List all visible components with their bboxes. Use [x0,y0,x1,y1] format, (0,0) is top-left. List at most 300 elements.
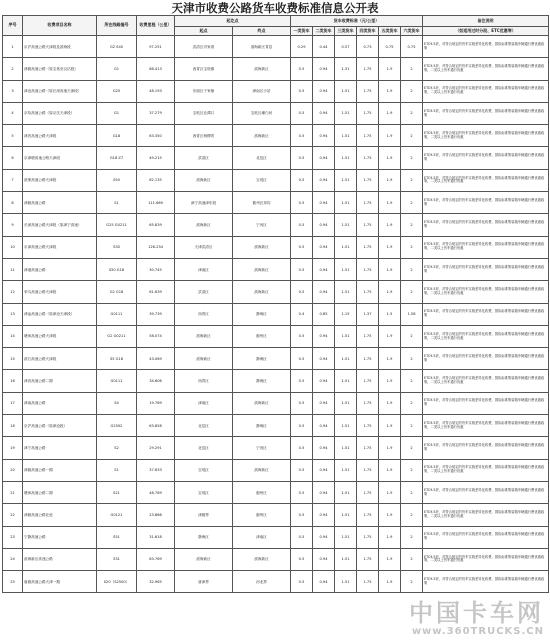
cell-start: 武清区 [175,147,233,169]
cell-seq: 22 [3,504,23,526]
cell-fee-class-6: 2 [401,370,423,392]
cell-fee-class-6: 0.75 [401,36,423,58]
cell-end: 蓟州区 [233,481,291,503]
cell-start: 津宁高速津东段 [175,192,233,214]
watermark-text: 中国卡车网 [409,599,544,627]
header-class-4: 四类货车 [357,27,379,36]
cell-fee-class-3: 1.51 [335,392,357,414]
cell-end: 宝坻区潮白河 [233,102,291,124]
cell-fee-class-1: 0.5 [291,481,313,503]
cell-start: 西青区杨柳青 [175,125,233,147]
table-row [3,526,549,548]
header-class-1: 一类货车 [291,27,313,36]
cell-fee-class-5: 1.9 [379,548,401,570]
cell-end: 静海区 [233,303,291,325]
cell-fee-class-1: 0.5 [291,147,313,169]
header-class-6: 六类货车 [401,27,423,36]
cell-seq: 2 [3,58,23,80]
cell-fee-class-5: 1.9 [379,236,401,258]
cell-mileage: 43.069 [137,348,175,370]
cell-code: S51 [97,526,137,548]
cell-mileage: 23.866 [137,504,175,526]
cell-code: S1 [97,192,137,214]
cell-mileage: 61.639 [137,281,175,303]
cell-fee-class-6: 2 [401,169,423,191]
cell-fee-class-5: 1.9 [379,571,401,593]
cell-fee-class-1: 0.5 [291,125,313,147]
cell-name: 京津高速公路天津段 [23,236,97,258]
cell-end: 滨海新区 [233,459,291,481]
cell-fee-class-2: 0.94 [313,348,335,370]
cell-start: 唐津界 [175,571,233,593]
cell-end: 津南区小站 [233,80,291,102]
cell-fee-class-6: 2 [401,80,423,102]
cell-seq: 14 [3,325,23,347]
cell-code: S4 [97,392,137,414]
cell-fee-class-2: 0.94 [313,214,335,236]
fee-table [2,15,549,593]
cell-start: 滨海新区 [175,214,233,236]
cell-fee-class-2: 0.94 [313,437,335,459]
cell-end: 滨海新区 [233,548,291,570]
cell-fee-class-4: 1.75 [357,370,379,392]
cell-name: 滨石高速公路天津段 [23,348,97,370]
cell-fee-class-4: 1.75 [357,236,379,258]
cell-start: 北辰区 [175,415,233,437]
cell-remark: ETC9.5折，对符合规定的货车实施差异化收费，国际标准集装箱车辆通行费优惠政策 [423,481,549,503]
table-row [3,125,549,147]
cell-start: 津蓟界 [175,504,233,526]
cell-code: S2 [97,437,137,459]
table-row [3,325,549,347]
cell-name: 京沪高速公路天津段及滨海段 [23,36,97,58]
cell-fee-class-3: 1.51 [335,192,357,214]
cell-fee-class-4: 1.75 [357,58,379,80]
cell-fee-class-3: 1.51 [335,415,357,437]
cell-fee-class-1: 0.5 [291,526,313,548]
cell-fee-class-5: 0.75 [379,36,401,58]
cell-remark: ETC9.5折，对符合规定的货车实施差异化收费，国际标准集装箱车辆通行费优惠政策，二类以上货车通行优惠 [423,58,549,80]
cell-fee-class-4: 1.75 [357,258,379,280]
cell-remark: ETC9.5折，对符合规定的货车实施差异化收费，国际标准集装箱车辆通行费优惠政策，二类以上货车通行优惠 [423,281,549,303]
cell-remark: ETC9.5折，对符合规定的货车实施差异化收费，国际标准集装箱车辆通行费优惠政策，二类以上货车通行优惠 [423,80,549,102]
cell-fee-class-2: 0.94 [313,481,335,503]
cell-fee-class-1: 0.5 [291,548,313,570]
cell-code: G25 G0211 [97,214,137,236]
cell-fee-class-3: 1.15 [335,303,357,325]
cell-fee-class-1: 0.5 [291,325,313,347]
cell-fee-class-2: 0.94 [313,504,335,526]
cell-fee-class-3: 1.51 [335,281,357,303]
header-class-3: 三类货车 [335,27,357,36]
cell-fee-class-1: 0.5 [291,348,313,370]
cell-seq: 16 [3,370,23,392]
cell-remark: ETC9.5折，对符合规定的货车实施差异化收费，国际标准集装箱车辆通行费优惠政策，二类以上货车通行优惠 [423,325,549,347]
cell-fee-class-2: 0.44 [313,36,335,58]
cell-fee-class-1: 0.29 [291,36,313,58]
cell-end: 河北界 [233,571,291,593]
cell-fee-class-4: 1.75 [357,459,379,481]
cell-remark: ETC9.5折，对符合规定的货车实施差异化收费，国际标准集装箱车辆通行费优惠政策，二类以上货车通行优惠 [423,370,549,392]
cell-mileage: 39.739 [137,303,175,325]
cell-code: G1 [97,102,137,124]
table-row [3,169,549,191]
cell-fee-class-6: 2 [401,125,423,147]
header-fee-group: 货车收费标准（元/公里） [291,16,423,27]
cell-fee-class-3: 1.51 [335,258,357,280]
cell-seq: 1 [3,36,23,58]
cell-fee-class-1: 0.5 [291,392,313,414]
cell-name: 津沧高速公路（原长深高速天津段） [23,80,97,102]
cell-code: S1 [97,459,137,481]
cell-mileage: 49.215 [137,147,175,169]
cell-name: 津晋高速公路二期 [23,370,97,392]
cell-fee-class-1: 0.5 [291,236,313,258]
cell-remark: ETC9.5折，对符合规定的货车实施差异化收费，国际标准集装箱车辆通行费优惠政策 [423,214,549,236]
cell-start: 宝坻区北潭口 [175,102,233,124]
cell-fee-class-2: 0.94 [313,325,335,347]
cell-fee-class-6: 2 [401,481,423,503]
cell-end: 宁河区 [233,214,291,236]
cell-code: S21 [97,481,137,503]
cell-fee-class-4: 1.75 [357,348,379,370]
cell-fee-class-4: 1.75 [357,437,379,459]
cell-code: G2 G0211 [97,325,137,347]
cell-fee-class-3: 1.51 [335,459,357,481]
cell-mileage: 37.279 [137,102,175,124]
table-row [3,415,549,437]
cell-end: 滨海新区 [233,258,291,280]
cell-name: 塘承高速公路二期 [23,481,97,503]
cell-code: S31 [97,548,137,570]
header-origin-group: 起讫点 [175,16,291,27]
cell-seq: 9 [3,214,23,236]
cell-fee-class-2: 0.94 [313,258,335,280]
cell-end: 宝坻区 [233,169,291,191]
cell-fee-class-3: 1.31 [335,58,357,80]
cell-name: 唐廊高速公路天津一期 [23,571,97,593]
cell-end: 静海区 [233,370,291,392]
cell-fee-class-5: 1.9 [379,504,401,526]
cell-fee-class-1: 0.5 [291,370,313,392]
cell-code: G18 [97,125,137,147]
cell-fee-class-5: 1.9 [379,192,401,214]
cell-seq: 18 [3,415,23,437]
cell-end: 蓟州区邦均 [233,192,291,214]
cell-mileage: 65.839 [137,214,175,236]
cell-end: 滨海新区 [233,392,291,414]
cell-fee-class-5: 1.9 [379,214,401,236]
cell-remark: ETC9.5折，对符合规定的货车实施差异化收费，国际标准集装箱车辆通行费优惠政策，二类以上货车通行优惠 [423,459,549,481]
cell-fee-class-4: 1.75 [357,325,379,347]
cell-mileage: 37.633 [137,459,175,481]
table-row [3,370,549,392]
cell-seq: 25 [3,571,23,593]
cell-fee-class-2: 0.94 [313,102,335,124]
cell-fee-class-2: 0.94 [313,236,335,258]
cell-fee-class-1: 0.5 [291,459,313,481]
cell-fee-class-6: 2 [401,58,423,80]
cell-remark: ETC9.5折，对符合规定的货车实施差异化收费，国际标准集装箱车辆通行费优惠政策 [423,437,549,459]
cell-mileage: 63.769 [137,548,175,570]
cell-name: 津蓟高速公路（原宝坻至汉沽段） [23,58,97,80]
cell-code: G0121 [97,504,137,526]
cell-name: 津蓟高速公路北延 [23,504,97,526]
cell-seq: 5 [3,125,23,147]
cell-fee-class-6: 2 [401,571,423,593]
cell-seq: 24 [3,548,23,570]
cell-seq: 19 [3,437,23,459]
cell-mileage: 48.193 [137,80,175,102]
cell-fee-class-4: 1.75 [357,415,379,437]
cell-name: 荣乌高速公路天津段 [23,281,97,303]
cell-mileage: 19.769 [137,392,175,414]
cell-fee-class-6: 2 [401,214,423,236]
cell-remark: ETC9.5折，对符合规定的货车实施差异化收费，国际标准集装箱车辆通行费优惠政策 [423,192,549,214]
cell-fee-class-3: 1.51 [335,348,357,370]
cell-fee-class-2: 0.94 [313,459,335,481]
header-remark-group: 备注说明 [423,16,549,27]
cell-fee-class-5: 1.9 [379,526,401,548]
cell-end: 蓟州区 [233,504,291,526]
cell-fee-class-2: 0.94 [313,58,335,80]
cell-seq: 20 [3,459,23,481]
cell-end: 静海区 [233,348,291,370]
cell-fee-class-3: 1.51 [335,147,357,169]
cell-fee-class-6: 2 [401,392,423,414]
cell-name: 滨海新区高速公路 [23,548,97,570]
cell-end: 滨海新区 [233,58,291,80]
cell-fee-class-3: 1.51 [335,236,357,258]
cell-name: 津蓟高速公路一期 [23,459,97,481]
header-code: 所在线路编号 [97,16,137,36]
cell-fee-class-3: 1.51 [335,214,357,236]
cell-fee-class-5: 1.9 [379,147,401,169]
cell-code: G2 G18 [97,281,137,303]
cell-start: 宝坻区 [175,459,233,481]
cell-fee-class-4: 1.75 [357,481,379,503]
cell-start: 滨海新区 [175,548,233,570]
cell-name: 津南高速公路 [23,392,97,414]
cell-fee-class-4: 1.75 [357,147,379,169]
table-row [3,281,549,303]
table-row [3,481,549,503]
cell-code: S30 [97,236,137,258]
cell-name: 津蓟高速公路 [23,192,97,214]
cell-code: S50 [97,169,137,191]
cell-fee-class-2: 0.85 [313,303,335,325]
cell-fee-class-5: 1.9 [379,348,401,370]
cell-seq: 13 [3,303,23,325]
cell-fee-class-5: 1.9 [379,392,401,414]
cell-remark: ETC9.5折，对符合规定的货车实施差异化收费，国际标准集装箱车辆通行费优惠政策，二类以上货车通行优惠 [423,236,549,258]
table-row [3,437,549,459]
cell-remark: ETC9.5折，对符合规定的货车实施差异化收费，国际标准集装箱车辆通行费优惠政策，二类以上货车通行优惠 [423,415,549,437]
table-row [3,303,549,325]
cell-mileage: 58.074 [137,325,175,347]
cell-fee-class-5: 1.9 [379,80,401,102]
cell-fee-class-5: 1.5 [379,303,401,325]
cell-fee-class-6: 1.58 [401,303,423,325]
cell-name: 塘承高速公路天津段 [23,325,97,347]
cell-end: 北辰区 [233,147,291,169]
cell-mileage: 111.669 [137,192,175,214]
cell-code: S5 G18 [97,348,137,370]
cell-fee-class-2: 0.94 [313,548,335,570]
cell-fee-class-1: 0.5 [291,214,313,236]
cell-fee-class-3: 1.51 [335,169,357,191]
table-row [3,80,549,102]
cell-name: 京津塘高速公路天津段 [23,147,97,169]
table-row [3,504,549,526]
cell-remark: ETC9.5折，对符合规定的货车实施差异化收费，国际标准集装箱车辆通行费优惠政策 [423,348,549,370]
cell-fee-class-4: 1.75 [357,526,379,548]
header-remark-sub: （如适用过时分段、ETC优惠等） [423,27,549,36]
cell-start: 滨海新区 [175,348,233,370]
cell-fee-class-3: 1.51 [335,325,357,347]
cell-start: 西青区 [175,303,233,325]
header-start: 起点 [175,27,233,36]
cell-fee-class-5: 1.9 [379,58,401,80]
cell-fee-class-1: 0.5 [291,571,313,593]
cell-code: G0111 [97,370,137,392]
cell-mileage: 29.291 [137,437,175,459]
cell-seq: 3 [3,80,23,102]
cell-fee-class-6: 2 [401,325,423,347]
cell-mileage: 97.251 [137,36,175,58]
cell-fee-class-3: 1.51 [335,370,357,392]
cell-remark: ETC9.5折，对符合规定的货车实施差异化收费，国际标准集装箱车辆通行费优惠政策 [423,147,549,169]
table-row [3,192,549,214]
fee-table-body [3,36,549,593]
cell-seq: 8 [3,192,23,214]
cell-fee-class-6: 2 [401,258,423,280]
cell-fee-class-4: 1.75 [357,169,379,191]
cell-fee-class-6: 2 [401,437,423,459]
cell-fee-class-3: 1.51 [335,481,357,503]
cell-end: 滨海新区青县 [233,36,291,58]
cell-fee-class-1: 0.5 [291,437,313,459]
cell-fee-class-3: 1.51 [335,125,357,147]
cell-fee-class-2: 0.94 [313,526,335,548]
table-row [3,214,549,236]
cell-fee-class-3: 1.51 [335,504,357,526]
cell-fee-class-5: 1.9 [379,125,401,147]
cell-name: 津晋高速公路天津段 [23,125,97,147]
cell-fee-class-3: 1.51 [335,437,357,459]
cell-fee-class-1: 0.4 [291,303,313,325]
cell-fee-class-1: 0.5 [291,415,313,437]
table-row [3,571,549,593]
cell-remark: ETC9.5折，对符合规定的货车实施差异化收费，国际标准集装箱车辆通行费优惠政策 [423,102,549,124]
cell-fee-class-5: 1.9 [379,481,401,503]
cell-fee-class-5: 1.9 [379,325,401,347]
cell-start: 武清区 [175,281,233,303]
cell-fee-class-2: 0.94 [313,169,335,191]
cell-fee-class-1: 0.5 [291,102,313,124]
header-mileage: 收费里程（公里） [137,16,175,36]
cell-fee-class-4: 1.75 [357,80,379,102]
cell-fee-class-4: 1.75 [357,548,379,570]
cell-fee-class-6: 2 [401,348,423,370]
table-row [3,236,549,258]
cell-fee-class-5: 1.9 [379,169,401,191]
cell-fee-class-5: 1.9 [379,459,401,481]
cell-mileage: 34.606 [137,370,175,392]
cell-start: 天津武清区 [175,236,233,258]
table-row [3,459,549,481]
header-row [3,16,549,27]
cell-mileage: 68.413 [137,58,175,80]
cell-code: S20（S2500） [97,571,137,593]
cell-seq: 23 [3,526,23,548]
cell-fee-class-2: 0.94 [313,571,335,593]
cell-remark: ETC9.5折，对符合规定的货车实施差异化收费，国际标准集装箱车辆通行费优惠政策 [423,303,549,325]
cell-remark: ETC9.5折，对符合规定的货车实施差异化收费，国际标准集装箱车辆通行费优惠政策，二类以上货车通行优惠 [423,548,549,570]
header-class-2: 二类货车 [313,27,335,36]
cell-start: 津南区 [175,392,233,414]
cell-fee-class-6: 2 [401,147,423,169]
table-row [3,58,549,80]
cell-remark: ETC9.5折，对符合规定的货车实施差异化收费，国际标准集装箱车辆通行费优惠政策，二类以上货车通行优惠 [423,125,549,147]
cell-fee-class-1: 0.5 [291,504,313,526]
cell-fee-class-3: 1.51 [335,102,357,124]
cell-fee-class-1: 0.5 [291,258,313,280]
cell-end: 静海区 [233,415,291,437]
cell-mileage: 126.234 [137,236,175,258]
cell-seq: 6 [3,147,23,169]
cell-seq: 4 [3,102,23,124]
header-name: 收费项目名称 [23,16,97,36]
cell-fee-class-4: 1.37 [357,303,379,325]
cell-start: 滨海新区 [175,169,233,191]
cell-seq: 17 [3,392,23,414]
cell-fee-class-4: 1.75 [357,281,379,303]
cell-fee-class-2: 0.94 [313,281,335,303]
cell-fee-class-6: 2 [401,459,423,481]
cell-code: G2502 [97,415,137,437]
cell-name: 京沪高速公路（原津沧段） [23,415,97,437]
cell-seq: 12 [3,281,23,303]
table-row [3,36,549,58]
cell-fee-class-2: 0.94 [313,392,335,414]
cell-remark: ETC9.5折，对符合规定的货车实施差异化收费，国际标准集装箱车辆通行费优惠政策，二类以上货车通行优惠 [423,169,549,191]
cell-fee-class-4: 1.75 [357,125,379,147]
cell-end: 滨海新区 [233,236,291,258]
cell-name: 长深高速公路天津段（原津宁高速） [23,214,97,236]
cell-seq: 21 [3,481,23,503]
cell-fee-class-1: 0.5 [291,169,313,191]
cell-fee-class-6: 2 [401,236,423,258]
cell-mileage: 63.350 [137,125,175,147]
cell-fee-class-6: 2 [401,281,423,303]
cell-seq: 10 [3,236,23,258]
cell-end: 蓟州区 [233,325,291,347]
cell-remark: ETC9.5折，对符合规定的货车实施差异化收费，国际标准集装箱车辆通行费优惠政策 [423,258,549,280]
header-end: 终点 [233,27,291,36]
cell-mileage: 48.789 [137,481,175,503]
cell-fee-class-3: 1.51 [335,526,357,548]
cell-fee-class-2: 0.94 [313,192,335,214]
cell-start: 东丽区于家铺 [175,80,233,102]
cell-code: G1 [97,58,137,80]
cell-name: 宁静高速公路 [23,526,97,548]
cell-start: 武清区冯家湾 [175,36,233,58]
cell-fee-class-2: 0.94 [313,370,335,392]
cell-seq: 15 [3,348,23,370]
cell-fee-class-6: 2 [401,415,423,437]
cell-mileage: 63.858 [137,415,175,437]
